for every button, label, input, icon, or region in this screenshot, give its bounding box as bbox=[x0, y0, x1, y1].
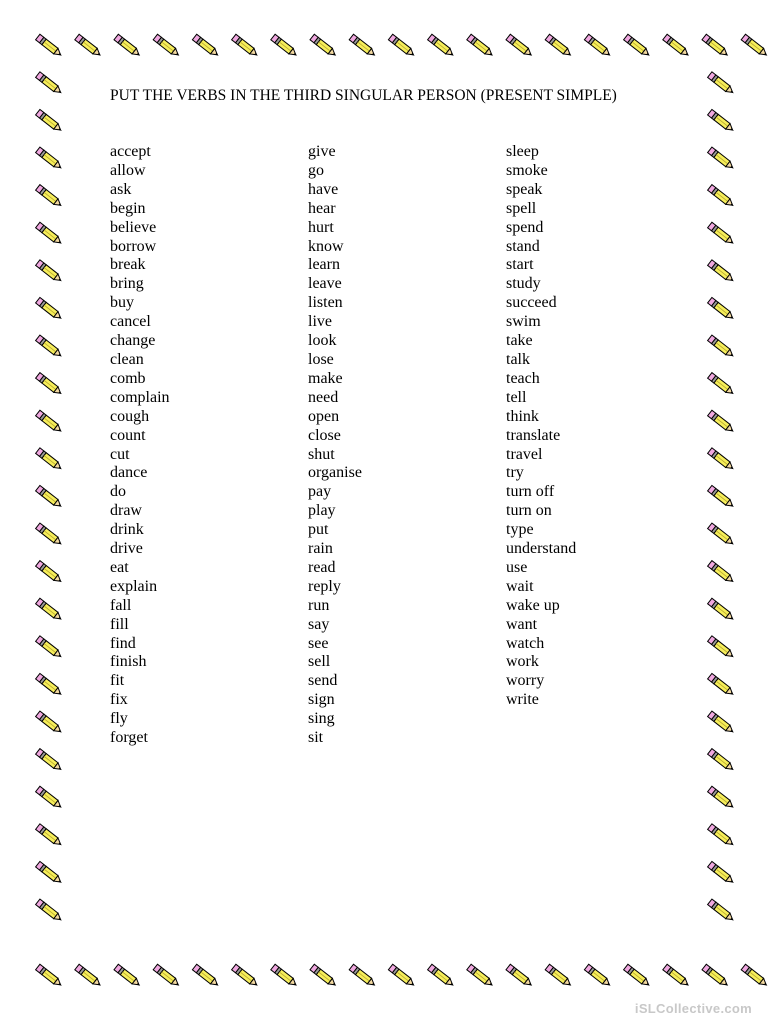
verb-item: type bbox=[506, 521, 534, 539]
verb-item: study bbox=[506, 275, 541, 293]
verb-item: worry bbox=[506, 672, 545, 690]
verb-item: go bbox=[308, 161, 324, 179]
verb-item: lose bbox=[308, 350, 334, 368]
verb-item: talk bbox=[506, 350, 530, 368]
verb-item: ask bbox=[110, 180, 132, 198]
verb-item: finish bbox=[110, 653, 147, 671]
verb-item: eat bbox=[110, 558, 129, 576]
verb-item: translate bbox=[506, 426, 561, 444]
verb-item: listen bbox=[308, 294, 343, 312]
verb-item: turn on bbox=[506, 502, 552, 520]
verb-item: know bbox=[308, 237, 344, 255]
verb-item: sell bbox=[308, 653, 331, 671]
verb-item: believe bbox=[110, 218, 157, 236]
verb-item: put bbox=[308, 521, 329, 539]
verb-item: speak bbox=[506, 180, 543, 198]
verb-item: spell bbox=[506, 199, 537, 217]
watermark: iSLCollective.com bbox=[634, 1001, 752, 1016]
verb-column-3 bbox=[506, 143, 576, 710]
verb-item: try bbox=[506, 464, 524, 482]
verb-item: give bbox=[308, 143, 336, 160]
verb-item: drive bbox=[110, 540, 143, 558]
verb-item: leave bbox=[308, 275, 342, 293]
verb-item: teach bbox=[506, 369, 540, 387]
verb-item: rain bbox=[308, 540, 333, 558]
verb-item: see bbox=[308, 634, 329, 652]
verb-item: accept bbox=[110, 143, 151, 160]
verb-item: need bbox=[308, 388, 339, 406]
verb-item: begin bbox=[110, 199, 146, 217]
verb-item: change bbox=[110, 332, 156, 350]
verb-item: fill bbox=[110, 615, 129, 633]
verb-item: tell bbox=[506, 388, 527, 406]
verb-item: explain bbox=[110, 577, 158, 595]
verb-item: think bbox=[506, 407, 539, 425]
verb-item: dance bbox=[110, 464, 148, 482]
verb-item: pay bbox=[308, 483, 332, 501]
verb-item: reply bbox=[308, 577, 341, 595]
verb-item: clean bbox=[110, 350, 144, 368]
verb-item: drink bbox=[110, 521, 144, 539]
verb-item: cut bbox=[110, 445, 130, 463]
verb-item: live bbox=[308, 313, 332, 331]
verb-item: play bbox=[308, 502, 336, 520]
verb-item: organise bbox=[308, 464, 362, 482]
verb-item: draw bbox=[110, 502, 142, 520]
verb-item: travel bbox=[506, 445, 543, 463]
verb-item: open bbox=[308, 407, 340, 425]
verb-item: take bbox=[506, 332, 533, 350]
verb-item: swim bbox=[506, 313, 541, 331]
verb-item: forget bbox=[110, 729, 148, 747]
verb-item: hear bbox=[308, 199, 336, 217]
verb-item: smoke bbox=[506, 161, 548, 179]
verb-item: understand bbox=[506, 540, 577, 558]
page-title: PUT THE VERBS IN THE THIRD SINGULAR PERSON (PRESENT SIMPLE) bbox=[110, 87, 617, 104]
verb-item: run bbox=[308, 596, 330, 614]
verb-item: find bbox=[110, 634, 136, 652]
verb-item: sign bbox=[308, 691, 335, 709]
verb-item: buy bbox=[110, 294, 134, 312]
verb-item: cough bbox=[110, 407, 150, 425]
verb-item: bring bbox=[110, 275, 144, 293]
verb-item: shut bbox=[308, 445, 335, 463]
verb-item: cancel bbox=[110, 313, 151, 331]
verb-item: sleep bbox=[506, 143, 539, 160]
verb-item: read bbox=[308, 558, 336, 576]
verb-item: write bbox=[506, 691, 539, 709]
verb-column-2 bbox=[308, 143, 362, 748]
verb-column-1 bbox=[110, 143, 170, 748]
verb-item: say bbox=[308, 615, 330, 633]
verb-item: fit bbox=[110, 672, 125, 690]
verb-item: sing bbox=[308, 710, 335, 728]
verb-item: turn off bbox=[506, 483, 555, 501]
verb-item: break bbox=[110, 256, 146, 274]
verb-item: complain bbox=[110, 388, 170, 406]
verb-item: have bbox=[308, 180, 339, 198]
verb-item: wait bbox=[506, 577, 534, 595]
verb-item: learn bbox=[308, 256, 340, 274]
verb-item: succeed bbox=[506, 294, 557, 312]
verb-item: start bbox=[506, 256, 534, 274]
verb-item: spend bbox=[506, 218, 544, 236]
verb-item: close bbox=[308, 426, 341, 444]
verb-item: fix bbox=[110, 691, 128, 709]
verb-item: borrow bbox=[110, 237, 157, 255]
verb-item: send bbox=[308, 672, 338, 690]
verb-item: watch bbox=[506, 634, 545, 652]
verb-item: fly bbox=[110, 710, 128, 728]
verb-item: comb bbox=[110, 369, 146, 387]
verb-item: want bbox=[506, 615, 538, 633]
verb-item: sit bbox=[308, 729, 324, 747]
verb-item: allow bbox=[110, 161, 146, 179]
verb-item: work bbox=[506, 653, 539, 671]
verb-item: look bbox=[308, 332, 337, 350]
verb-item: make bbox=[308, 369, 343, 387]
verb-item: count bbox=[110, 426, 146, 444]
verb-item: wake up bbox=[506, 596, 560, 614]
verb-item: hurt bbox=[308, 218, 334, 236]
verb-item: fall bbox=[110, 596, 132, 614]
verb-item: stand bbox=[506, 237, 540, 255]
verb-item: use bbox=[506, 558, 528, 576]
verb-item: do bbox=[110, 483, 126, 501]
